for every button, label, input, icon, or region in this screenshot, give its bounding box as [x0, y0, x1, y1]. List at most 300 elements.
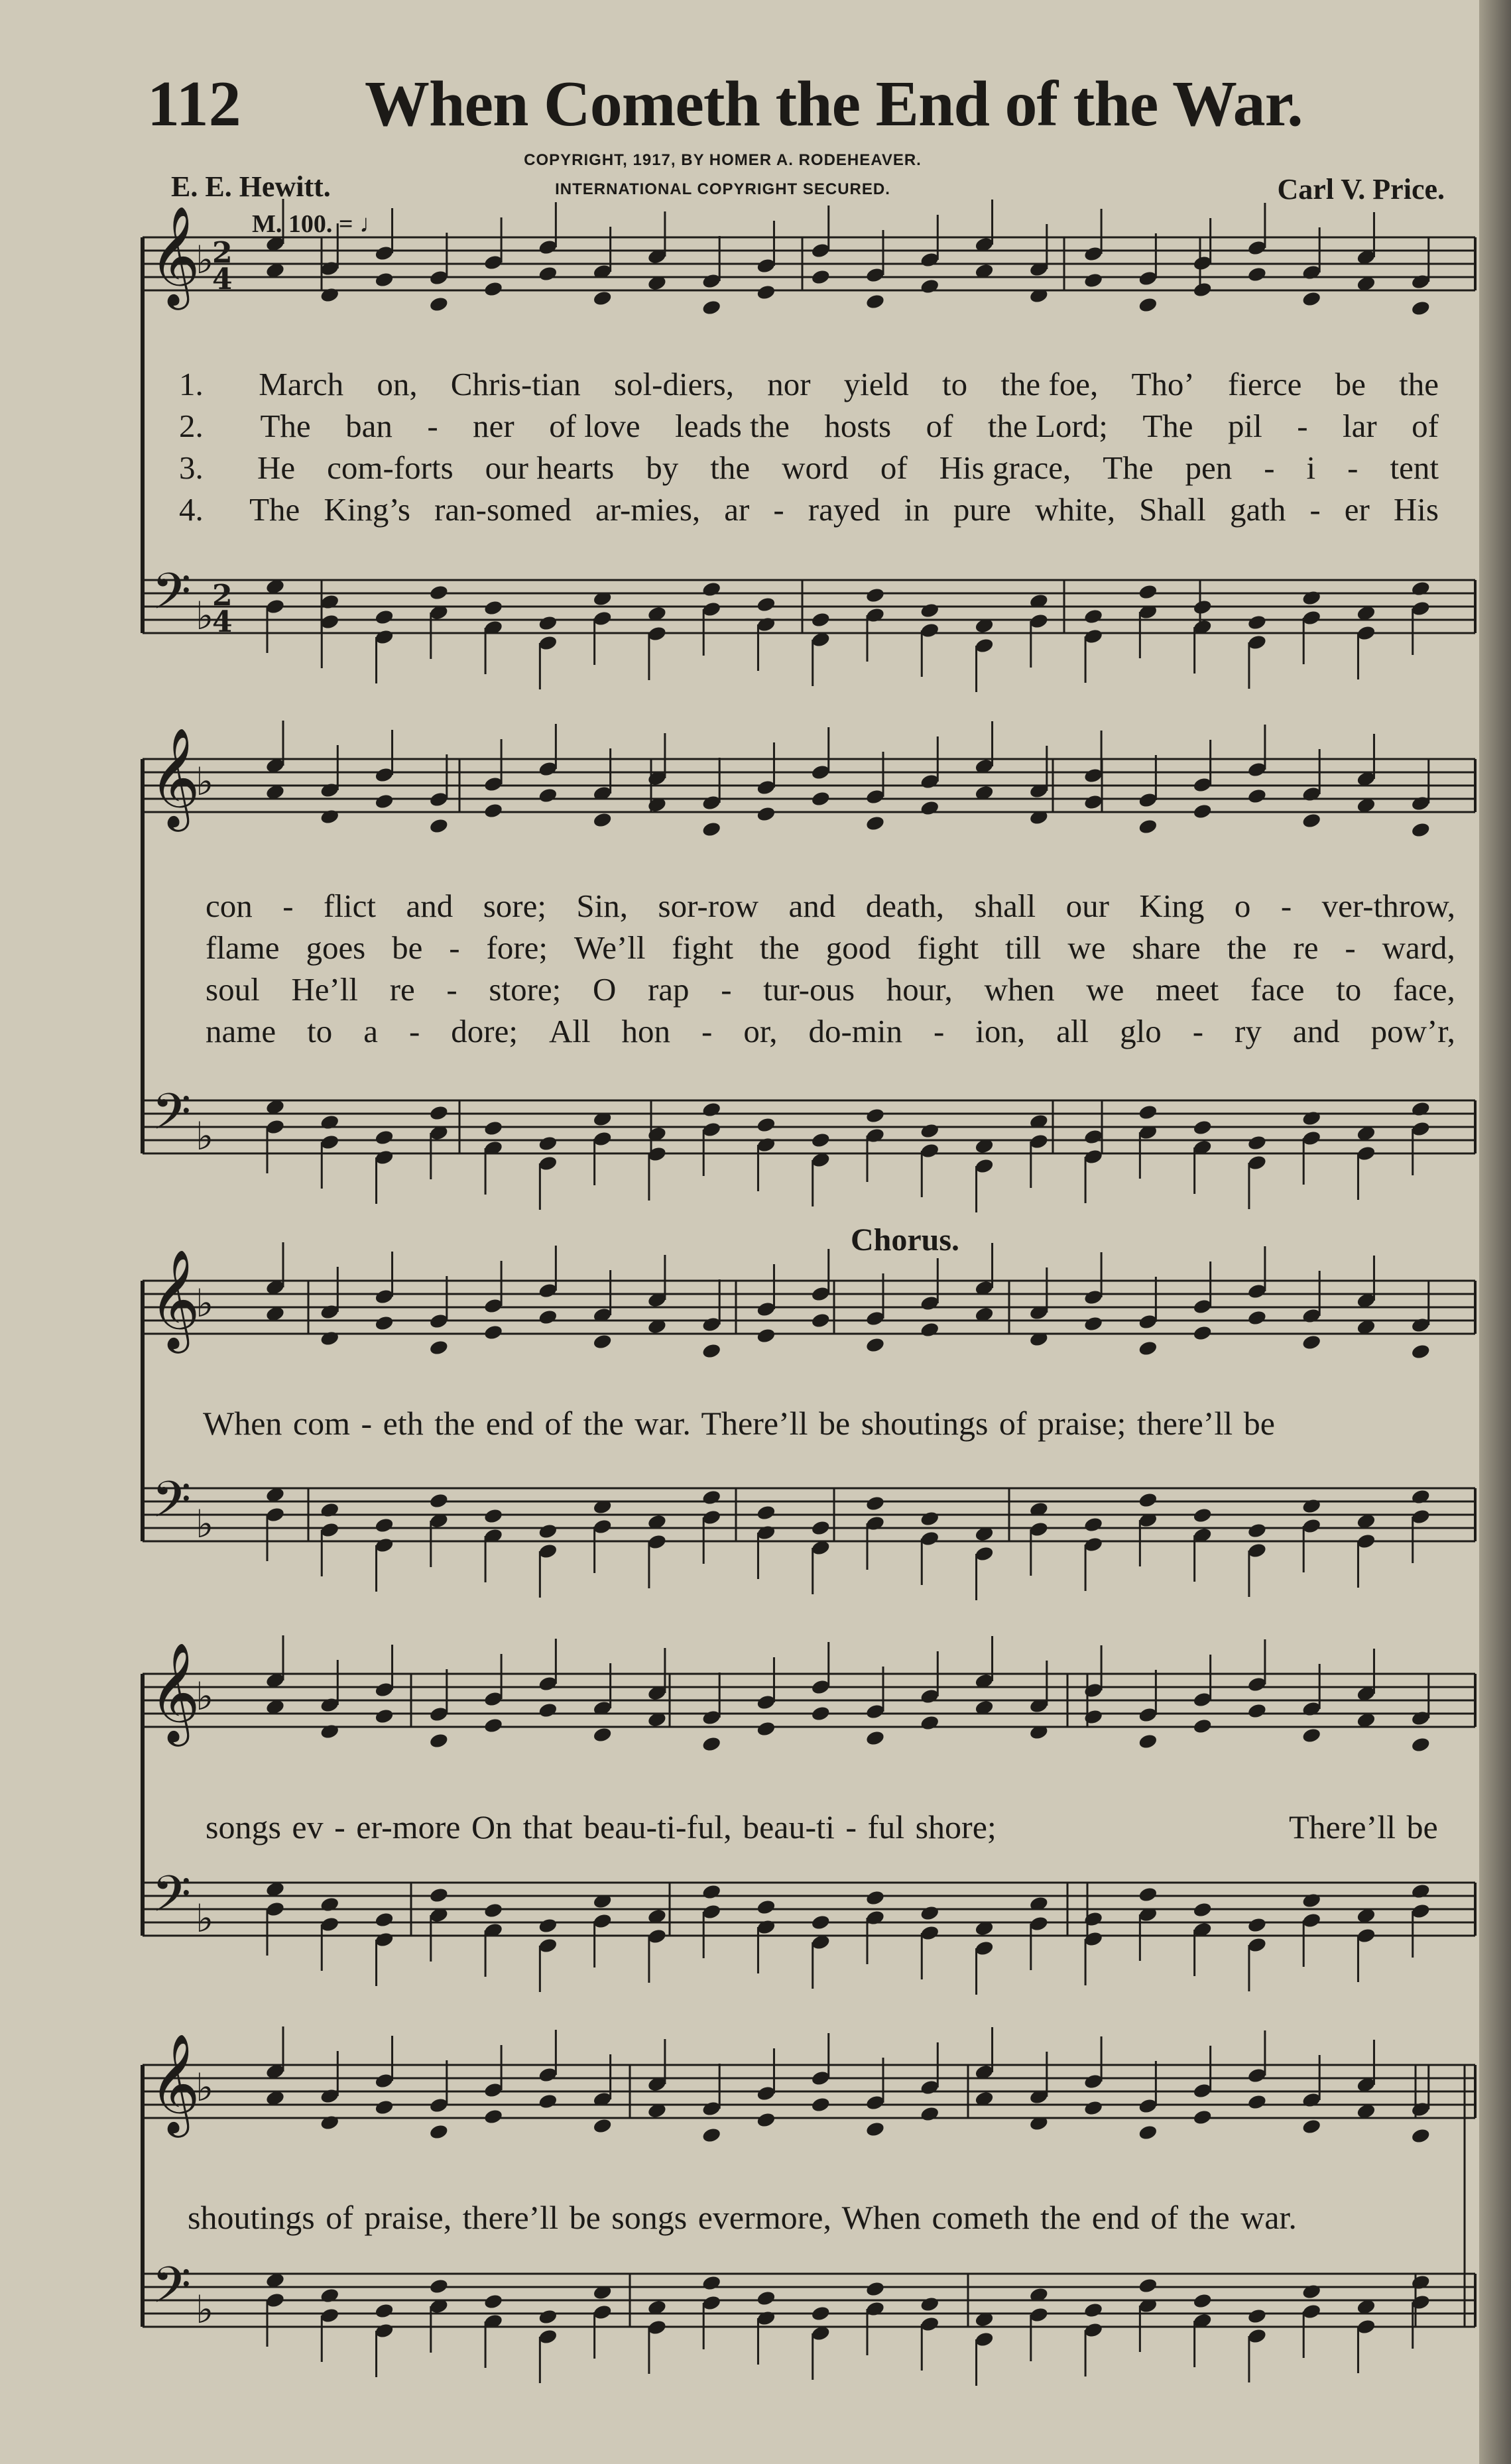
lyric-syllable: to [1336, 971, 1362, 1008]
lyric-syllable: fight [917, 929, 979, 966]
note-head [756, 1720, 776, 1737]
lyric-syllable: The [1103, 449, 1154, 486]
lyric-syllable: hosts [824, 408, 892, 444]
note-head [1083, 1708, 1104, 1726]
note-head [429, 1732, 450, 1749]
lyric-syllable: on, [377, 366, 418, 402]
note-head [1192, 1507, 1213, 1524]
note-head [1192, 1901, 1213, 1918]
note-head [320, 1501, 340, 1519]
lyric-syllable: name [206, 1013, 276, 1049]
note-head [865, 1889, 886, 1907]
lyric-syllable: O [592, 971, 617, 1008]
lyric-syllable: - [701, 1013, 713, 1049]
lyric-syllable: ar [724, 491, 750, 528]
note-head [1083, 793, 1104, 811]
lyric-syllable: He [257, 449, 296, 486]
note-head [374, 1708, 394, 1725]
lyric-syllable: flame [206, 929, 280, 966]
lyric-syllable: - [773, 491, 784, 528]
lyric-syllable: our hearts [485, 449, 615, 486]
note-head [1247, 2093, 1268, 2111]
lyric-syllable: - [408, 1013, 420, 1049]
note-head [320, 808, 340, 825]
note-head [374, 793, 394, 810]
note-head [1410, 2127, 1431, 2144]
note-head [538, 1135, 558, 1152]
note-head [1247, 1309, 1268, 1326]
note-head [810, 1705, 831, 1722]
chorus-lyrics-line-2-end: There’ll be [1289, 1808, 1438, 1846]
note-head [1083, 1128, 1104, 1145]
note-head [920, 1714, 940, 1731]
note-head [810, 1132, 831, 1149]
note-head [701, 821, 722, 838]
note-head [1410, 300, 1431, 317]
note-head [1083, 1910, 1104, 1928]
lyric-syllable: face, [1392, 971, 1455, 1008]
flat-sign: ♭ [196, 1281, 214, 1326]
lyric-syllable: - [446, 971, 457, 1008]
lyric-syllable: ran-somed [434, 491, 572, 528]
note-head [320, 286, 340, 304]
lyric-syllable: be [392, 929, 423, 966]
note-head [374, 2099, 394, 2116]
note-head [701, 1101, 722, 1118]
time-signature-bottom: 4 [212, 263, 233, 296]
lyric-syllable: the foe, [1000, 366, 1099, 402]
lyric-syllable: good [825, 929, 891, 966]
lyric-syllable: soul [206, 971, 260, 1008]
flat-sign: ♭ [196, 593, 214, 638]
lyric-syllable: fierce [1227, 366, 1302, 402]
lyric-syllable: con [206, 888, 253, 924]
note-head [810, 1519, 831, 1537]
note-head [1138, 1340, 1158, 1357]
lyric-syllable: - [1264, 449, 1275, 486]
lyric-syllable: nor [767, 366, 811, 402]
hymn-number: 112 [147, 68, 241, 140]
lyric-syllable: the [759, 929, 800, 966]
note-head [865, 293, 886, 310]
lyric-syllable: goes [306, 929, 366, 966]
lyric-syllable: All [548, 1013, 591, 1049]
lyric-syllable: Sin, [576, 888, 629, 924]
treble-clef: 𝄞 [149, 2032, 200, 2133]
lyric-syllable: when [984, 971, 1055, 1008]
bass-clef: 𝄢 [152, 1865, 192, 1936]
note-head [865, 2280, 886, 2298]
lyric-syllable: Shall [1139, 491, 1206, 528]
tempo-marking: M. 100. = ♩ [252, 210, 385, 238]
note-head [1138, 2277, 1158, 2294]
lyric-syllable: - [1280, 888, 1292, 924]
flat-sign: ♭ [196, 1114, 214, 1159]
note-head [1301, 589, 1322, 607]
note-head [1083, 2099, 1104, 2117]
note-head [1301, 1727, 1322, 1744]
note-head [1192, 1324, 1213, 1342]
lyric-syllable: and [1292, 1013, 1340, 1049]
note-head [429, 1339, 450, 1356]
note-head [592, 1726, 613, 1743]
note-head [1247, 1134, 1268, 1151]
note-head [538, 265, 558, 282]
note-head [1301, 1497, 1322, 1515]
note-head [810, 1914, 831, 1931]
note-head [1138, 2124, 1158, 2141]
note-head [756, 2290, 776, 2307]
verse-2-line-1 [179, 410, 1439, 442]
lyric-syllable: ner [473, 408, 514, 444]
note-head [920, 799, 940, 817]
note-head [374, 2302, 394, 2319]
note-head [592, 1333, 613, 1350]
lyric-syllable: gath [1229, 491, 1286, 528]
lyric-syllable: word [782, 449, 849, 486]
note-head [483, 280, 504, 298]
lyric-syllable: - [1309, 491, 1321, 528]
note-head [1138, 1733, 1158, 1750]
note-head [483, 599, 504, 616]
bass-clef: 𝄢 [152, 1470, 192, 1541]
note-head [756, 596, 776, 613]
note-head [756, 1504, 776, 1521]
lyric-syllable: dore; [451, 1013, 518, 1049]
lyric-syllable: His grace, [939, 449, 1071, 486]
flat-sign: ♭ [196, 759, 214, 804]
lyric-syllable: re [1293, 929, 1319, 966]
lyric-syllable: ward, [1382, 929, 1455, 966]
note-head [701, 2274, 722, 2292]
note-head [483, 1120, 504, 1137]
verse-3-line-1 [179, 451, 1439, 484]
note-head [483, 1717, 504, 1734]
note-head [320, 1330, 340, 1347]
note-head [1410, 1100, 1431, 1118]
lyric-syllable: tent [1390, 449, 1439, 486]
lyric-syllable: His [1393, 491, 1439, 528]
note-head [538, 2308, 558, 2325]
note-head [1138, 818, 1158, 835]
note-head [538, 615, 558, 632]
note-head [920, 1321, 940, 1338]
verse-4-line-2 [206, 1015, 1455, 1047]
verse-1-line-1 [179, 368, 1439, 400]
lyric-syllable: re [389, 971, 415, 1008]
note-head [538, 1523, 558, 1540]
lyric-syllable: Tho’ [1131, 366, 1195, 402]
note-head [592, 811, 613, 829]
lyric-syllable: sore; [483, 888, 546, 924]
note-head [429, 1104, 450, 1122]
note-head [374, 271, 394, 288]
note-head [1192, 803, 1213, 820]
note-head [1247, 1522, 1268, 1539]
lyric-syllable: in [904, 491, 930, 528]
lyric-syllable: tur-ous [763, 971, 855, 1008]
lyric-syllable: Chris-tian [450, 366, 581, 402]
note-head [920, 2105, 940, 2123]
chorus-lyrics-line-1: When com - eth the end of the war. There’ll be shoutings of praise; there’ll be [203, 1405, 1275, 1442]
bass-clef: 𝄢 [152, 562, 192, 633]
lyric-syllable: to [307, 1013, 333, 1049]
verse-2-line-2 [206, 931, 1455, 964]
note-head [865, 587, 886, 604]
lyric-syllable: white, [1034, 491, 1116, 528]
lyric-syllable: glo [1120, 1013, 1162, 1049]
lyric-syllable: our [1065, 888, 1109, 924]
note-head [592, 290, 613, 307]
note-head [1247, 1916, 1268, 1934]
verse-number: 1. [179, 366, 204, 402]
lyric-syllable: com-forts [327, 449, 453, 486]
note-head [592, 2117, 613, 2135]
note-head [429, 2278, 450, 2295]
treble-clef: 𝄞 [149, 1248, 200, 1349]
lyric-syllable: - [933, 1013, 945, 1049]
note-head [756, 805, 776, 823]
note-head [865, 815, 886, 832]
hymn-title: When Cometh the End of the War. [365, 68, 1303, 140]
lyric-syllable: and [788, 888, 836, 924]
note-head [538, 1309, 558, 1326]
note-head [1138, 583, 1158, 601]
note-head [1083, 1516, 1104, 1533]
flat-sign: ♭ [196, 237, 214, 282]
lyric-syllable: o [1234, 888, 1251, 924]
note-head [865, 1107, 886, 1124]
lyric-syllable: share [1132, 929, 1201, 966]
note-head [701, 299, 722, 316]
note-head [810, 1312, 831, 1329]
lyric-syllable: the [710, 449, 751, 486]
note-head [429, 817, 450, 835]
note-head [1138, 296, 1158, 314]
flat-sign: ♭ [196, 2065, 214, 2110]
lyric-syllable: fore; [486, 929, 548, 966]
verse-4-line-1 [179, 493, 1439, 526]
note-head [1192, 599, 1213, 616]
note-head [320, 1896, 340, 1913]
note-head [429, 296, 450, 313]
lyric-syllable: store; [489, 971, 562, 1008]
flat-sign: ♭ [196, 1896, 214, 1941]
note-head [1247, 788, 1268, 805]
note-head [538, 2093, 558, 2110]
note-head [374, 1129, 394, 1146]
lyric-syllable: till [1004, 929, 1042, 966]
lyric-syllable: of [926, 408, 953, 444]
note-head [1410, 1883, 1431, 1900]
note-head [374, 609, 394, 626]
lyric-syllable: i [1306, 449, 1316, 486]
lyric-syllable: - [1297, 408, 1308, 444]
note-head [756, 1327, 776, 1344]
lyric-syllable: - [427, 408, 438, 444]
note-head [1301, 2283, 1322, 2300]
note-head [1192, 2109, 1213, 2126]
chorus-label: Chorus. [851, 1222, 960, 1258]
note-head [1083, 2302, 1104, 2319]
copyright-notice: INTERNATIONAL COPYRIGHT SECURED. [555, 180, 890, 198]
note-head [429, 1492, 450, 1509]
note-head [1192, 1718, 1213, 1735]
verse-1-line-2 [206, 890, 1455, 922]
note-head [810, 611, 831, 628]
note-head [320, 593, 340, 611]
lyric-syllable: King [1139, 888, 1205, 924]
lyric-syllable: fight [672, 929, 733, 966]
flat-sign: ♭ [196, 1501, 214, 1547]
lyric-syllable: and [406, 888, 453, 924]
lyric-syllable: hon [621, 1013, 671, 1049]
lyric-syllable: of [1412, 408, 1439, 444]
note-head [1192, 281, 1213, 298]
author-credit: E. E. Hewitt. [171, 170, 331, 203]
note-head [1410, 580, 1431, 597]
verse-3-line-2 [206, 973, 1455, 1006]
lyric-syllable: March [259, 366, 344, 402]
treble-clef: 𝄞 [149, 1641, 200, 1742]
note-head [1083, 272, 1104, 289]
note-head [1410, 1343, 1431, 1360]
note-head [538, 787, 558, 804]
verse-number: 3. [179, 449, 204, 486]
lyric-syllable: - [282, 888, 294, 924]
lyric-syllable: - [721, 971, 732, 1008]
time-signature-top: 2 [212, 579, 233, 613]
lyric-syllable: - [449, 929, 460, 966]
note-head [1247, 1702, 1268, 1720]
lyric-syllable: be [1335, 366, 1366, 402]
lyric-syllable: pure [953, 491, 1011, 528]
lyric-syllable: pil [1228, 408, 1262, 444]
lyric-syllable: sol-diers, [614, 366, 734, 402]
bass-clef: 𝄢 [152, 1083, 192, 1153]
chorus-lyrics-line-3: shoutings of praise, there’ll be songs evermore, When cometh the end of the war. [188, 2199, 1297, 2236]
composer-credit: Carl V. Price. [1277, 173, 1445, 205]
note-head [483, 2293, 504, 2310]
note-head [920, 2296, 940, 2313]
note-head [429, 1887, 450, 1904]
lyric-syllable: flict [324, 888, 376, 924]
lyric-syllable: the [1227, 929, 1267, 966]
verse-number: 2. [179, 408, 204, 444]
verse-number: 4. [179, 491, 204, 528]
note-head [701, 1342, 722, 1360]
lyric-syllable: do-min [808, 1013, 902, 1049]
time-signature-top: 2 [212, 236, 233, 270]
note-head [810, 790, 831, 807]
note-head [1247, 2308, 1268, 2325]
note-head [810, 2096, 831, 2113]
lyric-syllable: ry [1235, 1013, 1262, 1049]
lyric-syllable: He’ll [291, 971, 359, 1008]
note-head [483, 1902, 504, 1919]
note-head [1301, 2118, 1322, 2135]
note-head [1192, 1119, 1213, 1136]
note-head [374, 1517, 394, 1534]
lyric-syllable: ion, [975, 1013, 1026, 1049]
note-head [483, 2108, 504, 2125]
treble-clef: 𝄞 [149, 727, 200, 827]
note-head [1192, 2292, 1213, 2310]
note-head [429, 2123, 450, 2141]
note-head [865, 2121, 886, 2138]
lyric-syllable: King’s [324, 491, 410, 528]
lyric-syllable: The [1142, 408, 1193, 444]
bass-clef: 𝄢 [152, 2256, 192, 2327]
note-head [1410, 2274, 1431, 2291]
lyric-syllable: of [880, 449, 908, 486]
lyric-syllable: rayed [808, 491, 880, 528]
note-head [429, 584, 450, 601]
lyric-syllable: or, [743, 1013, 778, 1049]
lyric-syllable: leads the [675, 408, 790, 444]
note-head [865, 1730, 886, 1747]
lyric-syllable: er [1344, 491, 1370, 528]
lyric-syllable: the [1399, 366, 1439, 402]
note-head [374, 1315, 394, 1332]
note-head [1301, 1334, 1322, 1351]
note-head [920, 278, 940, 295]
flat-sign: ♭ [196, 1674, 214, 1719]
note-head [1410, 1488, 1431, 1505]
lyric-syllable: meet [1156, 971, 1219, 1008]
flat-sign: ♭ [196, 2287, 214, 2332]
note-head [865, 1336, 886, 1354]
lyric-syllable: we [1067, 929, 1106, 966]
note-head [1301, 1892, 1322, 1909]
note-head [320, 2114, 340, 2131]
note-head [701, 1489, 722, 1506]
note-head [1301, 1110, 1322, 1127]
chorus-lyrics-line-2: songs ev - er-more On that beau-ti-ful, beau-ti - ful shore; [206, 1808, 997, 1846]
note-head [701, 581, 722, 598]
lyric-syllable: pow’r, [1370, 1013, 1455, 1049]
note-head [756, 284, 776, 301]
lyric-syllable: pen [1185, 449, 1233, 486]
note-head [920, 1905, 940, 1922]
lyric-syllable: hour, [886, 971, 953, 1008]
lyric-syllable: ver-throw, [1321, 888, 1455, 924]
treble-clef: 𝄞 [149, 205, 200, 306]
note-head [810, 268, 831, 286]
note-head [920, 1510, 940, 1527]
note-head [483, 1507, 504, 1525]
lyric-syllable: all [1056, 1013, 1089, 1049]
lyric-syllable: face [1250, 971, 1305, 1008]
note-head [538, 1702, 558, 1719]
lyric-syllable: a [363, 1013, 378, 1049]
note-head [701, 1735, 722, 1753]
note-head [320, 2287, 340, 2304]
note-head [701, 1883, 722, 1901]
note-head [1083, 1315, 1104, 1332]
lyric-syllable: lar [1343, 408, 1377, 444]
note-head [1247, 614, 1268, 631]
lyric-syllable: we [1086, 971, 1124, 1008]
note-head [920, 1122, 940, 1140]
note-head [810, 2305, 831, 2322]
lyric-syllable: to [941, 366, 968, 402]
lyric-syllable: shall [974, 888, 1036, 924]
note-head [920, 602, 940, 619]
note-head [1247, 266, 1268, 283]
note-head [756, 1116, 776, 1134]
lyric-syllable: We’ll [574, 929, 646, 966]
